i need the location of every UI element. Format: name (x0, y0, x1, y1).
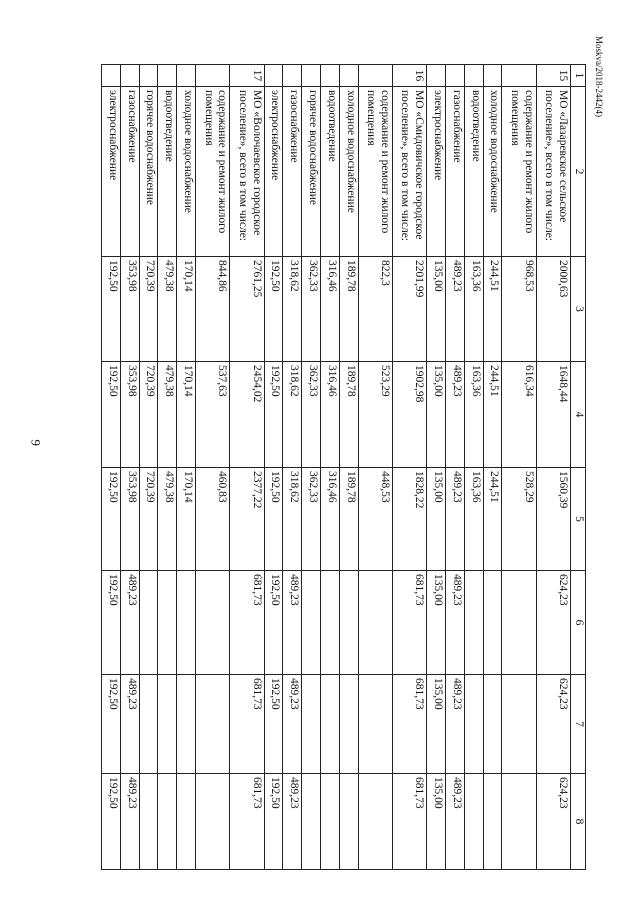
value-cell: 170,14 (177, 257, 196, 362)
row-name-cell: газоснабжение (283, 87, 302, 257)
row-name-cell: холодное водоснабжение (339, 87, 358, 257)
row-index-cell: 15 (536, 65, 570, 87)
value-cell: 720,39 (139, 468, 158, 571)
value-cell: 2761,25 (230, 257, 264, 362)
value-cell: 318,62 (283, 468, 302, 571)
value-cell: 624,23 (536, 675, 570, 774)
value-cell (302, 774, 321, 870)
value-cell (483, 774, 502, 870)
table-row (446, 65, 465, 870)
value-cell (339, 774, 358, 870)
value-cell: 163,36 (464, 468, 483, 571)
value-cell (196, 774, 230, 870)
value-cell (321, 675, 340, 774)
value-cell: 316,46 (321, 362, 340, 468)
value-cell (139, 774, 158, 870)
table-row-group-total (392, 65, 426, 870)
value-cell: 489,23 (283, 774, 302, 870)
row-index-cell (302, 65, 321, 87)
value-cell: 616,34 (502, 362, 536, 468)
table-row (321, 65, 340, 870)
value-cell: 489,23 (120, 675, 139, 774)
page-number: 6 (28, 439, 43, 446)
row-index-cell (446, 65, 465, 87)
value-cell: 720,39 (139, 362, 158, 468)
value-cell (302, 571, 321, 675)
value-cell: 192,50 (102, 468, 121, 571)
value-cell (321, 571, 340, 675)
value-cell: 353,98 (120, 257, 139, 362)
value-cell (158, 675, 177, 774)
value-cell: 681,73 (392, 571, 426, 675)
row-index-cell (483, 65, 502, 87)
row-name-cell: электроснабжение (102, 87, 121, 257)
value-cell: 822,3 (358, 257, 392, 362)
value-cell: 189,78 (339, 468, 358, 571)
value-cell: 537,63 (196, 362, 230, 468)
value-cell: 489,23 (446, 571, 465, 675)
value-cell (302, 675, 321, 774)
column-header: 4 (571, 362, 586, 468)
value-cell: 316,46 (321, 468, 340, 571)
value-cell: 681,73 (230, 571, 264, 675)
tariff-table (101, 64, 586, 870)
value-cell: 1828,22 (392, 468, 426, 571)
value-cell: 448,53 (358, 468, 392, 571)
value-cell: 460,83 (196, 468, 230, 571)
value-cell (483, 675, 502, 774)
value-cell: 844,86 (196, 257, 230, 362)
row-name-cell: содержание и ремонт жилого помещения (196, 87, 230, 257)
value-cell: 192,50 (264, 675, 283, 774)
value-cell (464, 774, 483, 870)
value-cell: 192,50 (264, 571, 283, 675)
value-cell (358, 571, 392, 675)
value-cell: 244,51 (483, 362, 502, 468)
table-row (358, 65, 392, 870)
value-cell: 189,78 (339, 257, 358, 362)
row-index-cell (102, 65, 121, 87)
value-cell (464, 675, 483, 774)
table-row (483, 65, 502, 870)
row-name-cell: газоснабжение (120, 87, 139, 257)
row-name-cell: МО «Смидовичское городское поселение», всего в том числе: (392, 87, 426, 257)
value-cell (339, 571, 358, 675)
row-name-cell: горячее водоснабжение (139, 87, 158, 257)
table-row-group-total (536, 65, 570, 870)
value-cell (358, 675, 392, 774)
value-cell: 135,00 (427, 571, 446, 675)
value-cell: 489,23 (283, 571, 302, 675)
column-header: 3 (571, 257, 586, 362)
row-name-cell: водоотведение (321, 87, 340, 257)
value-cell: 192,50 (264, 362, 283, 468)
value-cell: 192,50 (264, 468, 283, 571)
table-row (339, 65, 358, 870)
row-name-cell: водоотведение (158, 87, 177, 257)
value-cell: 318,62 (283, 257, 302, 362)
document-code: Moskva/2018-2442(4) (594, 36, 604, 117)
value-cell (502, 774, 536, 870)
value-cell: 489,23 (446, 774, 465, 870)
row-index-cell (502, 65, 536, 87)
column-header: 6 (571, 571, 586, 675)
row-name-cell: содержание и ремонт жилого помещения (502, 87, 536, 257)
value-cell (483, 571, 502, 675)
row-name-cell: холодное водоснабжение (177, 87, 196, 257)
row-index-cell (321, 65, 340, 87)
row-name-cell: газоснабжение (446, 87, 465, 257)
value-cell: 135,00 (427, 257, 446, 362)
row-name-cell: МО «Лазаревское сельское поселение», всего в том числе: (536, 87, 570, 257)
value-cell: 489,23 (446, 257, 465, 362)
row-index-cell (427, 65, 446, 87)
value-cell: 2000,63 (536, 257, 570, 362)
value-cell: 244,51 (483, 257, 502, 362)
value-cell (196, 675, 230, 774)
value-cell (358, 774, 392, 870)
row-name-cell: горячее водоснабжение (302, 87, 321, 257)
row-index-cell (339, 65, 358, 87)
column-header: 2 (571, 87, 586, 257)
table-row (177, 65, 196, 870)
value-cell (158, 571, 177, 675)
value-cell: 720,39 (139, 257, 158, 362)
value-cell: 170,14 (177, 362, 196, 468)
value-cell: 192,50 (102, 774, 121, 870)
row-name-cell: содержание и ремонт жилого помещения (358, 87, 392, 257)
value-cell: 192,50 (264, 774, 283, 870)
value-cell: 353,98 (120, 362, 139, 468)
value-cell: 489,23 (120, 571, 139, 675)
value-cell: 1560,39 (536, 468, 570, 571)
value-cell: 523,29 (358, 362, 392, 468)
value-cell: 318,62 (283, 362, 302, 468)
row-index-cell (358, 65, 392, 87)
header-row (571, 65, 586, 870)
value-cell: 192,50 (102, 571, 121, 675)
value-cell (464, 571, 483, 675)
value-cell: 189,78 (339, 362, 358, 468)
value-cell: 968,53 (502, 257, 536, 362)
value-cell: 163,36 (464, 257, 483, 362)
table-row (102, 65, 121, 870)
value-cell (177, 675, 196, 774)
value-cell: 192,50 (102, 257, 121, 362)
value-cell (502, 675, 536, 774)
value-cell: 2201,99 (392, 257, 426, 362)
row-index-cell: 17 (230, 65, 264, 87)
value-cell (321, 774, 340, 870)
value-cell: 681,73 (392, 675, 426, 774)
value-cell: 316,46 (321, 257, 340, 362)
value-cell (177, 571, 196, 675)
row-index-cell (464, 65, 483, 87)
value-cell: 681,73 (230, 675, 264, 774)
value-cell: 528,29 (502, 468, 536, 571)
value-cell: 170,14 (177, 468, 196, 571)
value-cell: 2454,02 (230, 362, 264, 468)
table-row (283, 65, 302, 870)
column-header: 1 (571, 65, 586, 87)
row-index-cell (283, 65, 302, 87)
table-row (427, 65, 446, 870)
row-index-cell (177, 65, 196, 87)
row-index-cell (158, 65, 177, 87)
table-row (120, 65, 139, 870)
table-row (139, 65, 158, 870)
value-cell (139, 675, 158, 774)
value-cell: 135,00 (427, 362, 446, 468)
row-index-cell (264, 65, 283, 87)
row-name-cell: электроснабжение (264, 87, 283, 257)
row-index-cell (120, 65, 139, 87)
row-index-cell (139, 65, 158, 87)
value-cell: 135,00 (427, 774, 446, 870)
table-row (502, 65, 536, 870)
value-cell (177, 774, 196, 870)
table-row (264, 65, 283, 870)
value-cell: 479,38 (158, 257, 177, 362)
value-cell: 362,33 (302, 257, 321, 362)
table-row-group-total (230, 65, 264, 870)
value-cell: 192,50 (102, 675, 121, 774)
value-cell: 489,23 (120, 774, 139, 870)
value-cell: 362,33 (302, 468, 321, 571)
value-cell: 353,98 (120, 468, 139, 571)
row-index-cell: 16 (392, 65, 426, 87)
column-header: 5 (571, 468, 586, 571)
value-cell (502, 571, 536, 675)
value-cell: 624,23 (536, 774, 570, 870)
row-index-cell (196, 65, 230, 87)
row-name-cell: холодное водоснабжение (483, 87, 502, 257)
value-cell: 489,23 (446, 362, 465, 468)
value-cell: 479,38 (158, 468, 177, 571)
value-cell: 192,50 (264, 257, 283, 362)
table-row (302, 65, 321, 870)
value-cell: 135,00 (427, 468, 446, 571)
value-cell: 681,73 (230, 774, 264, 870)
value-cell: 489,23 (446, 468, 465, 571)
value-cell: 624,23 (536, 571, 570, 675)
column-header: 8 (571, 774, 586, 870)
rotated-table-container (101, 64, 586, 869)
value-cell (196, 571, 230, 675)
row-name-cell: электроснабжение (427, 87, 446, 257)
value-cell: 135,00 (427, 675, 446, 774)
value-cell: 489,23 (283, 675, 302, 774)
table-row (464, 65, 483, 870)
value-cell (158, 774, 177, 870)
table-row (196, 65, 230, 870)
value-cell: 1648,44 (536, 362, 570, 468)
value-cell (339, 675, 358, 774)
value-cell: 192,50 (102, 362, 121, 468)
table-body (102, 65, 571, 870)
value-cell: 479,38 (158, 362, 177, 468)
value-cell: 362,33 (302, 362, 321, 468)
value-cell: 244,51 (483, 468, 502, 571)
value-cell (139, 571, 158, 675)
value-cell: 681,73 (392, 774, 426, 870)
row-name-cell: водоотведение (464, 87, 483, 257)
column-header: 7 (571, 675, 586, 774)
table-row (158, 65, 177, 870)
row-name-cell: МО «Волочаевское городское поселение», всего в том числе: (230, 87, 264, 257)
value-cell: 1902,98 (392, 362, 426, 468)
value-cell: 489,23 (446, 675, 465, 774)
value-cell: 2377,22 (230, 468, 264, 571)
value-cell: 163,36 (464, 362, 483, 468)
